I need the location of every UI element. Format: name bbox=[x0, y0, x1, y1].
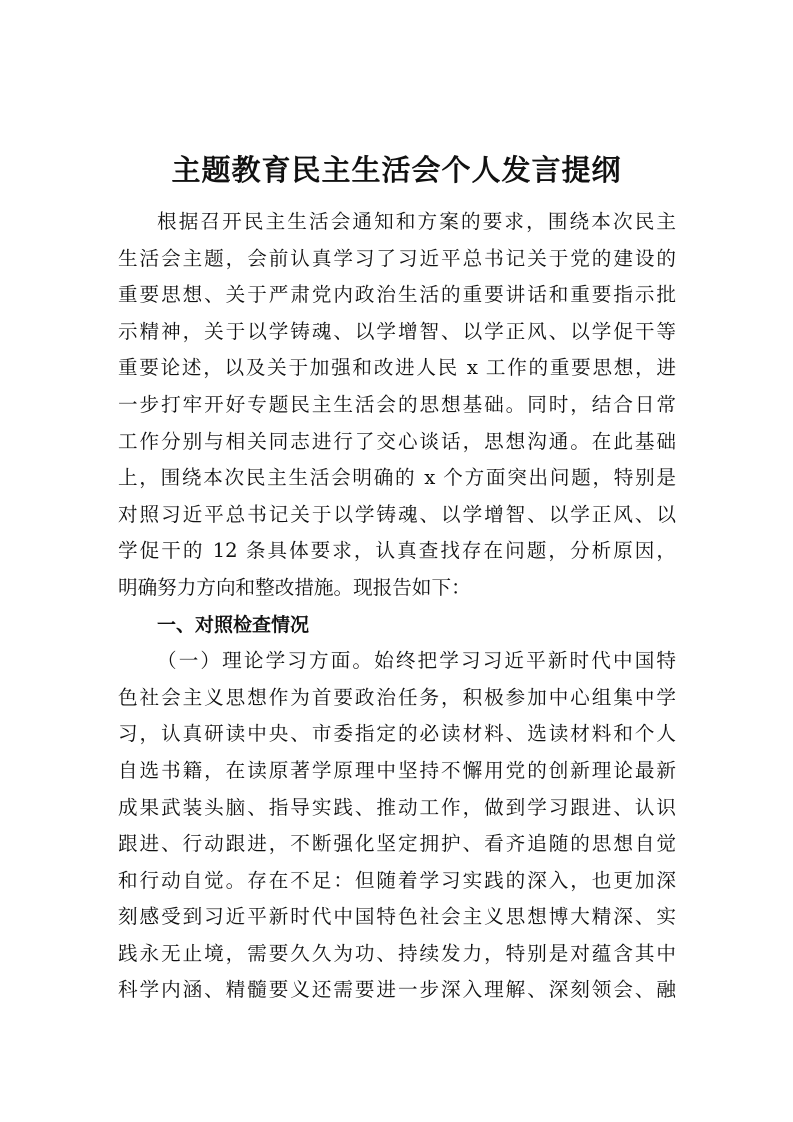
document-body bbox=[118, 204, 676, 1009]
intro-line: 对照习近平总书记关于以学铸魂、以学增智、以学正风、以 bbox=[118, 502, 676, 526]
section1-line: 跟进、行动跟进，不断强化坚定拥护、看齐追随的思想自觉 bbox=[118, 832, 676, 856]
intro-line: 学促干的 12 条具体要求，认真查找存在问题，分析原因， bbox=[118, 539, 676, 563]
intro-line: 一步打牢开好专题民主生活会的思想基础。同时，结合日常 bbox=[118, 392, 676, 416]
section1-line: 习，认真研读中央、市委指定的必读材料、选读材料和个人 bbox=[118, 722, 676, 746]
section1-line: 刻感受到习近平新时代中国特色社会主义思想博大精深、实 bbox=[118, 905, 676, 929]
intro-line: 根据召开民主生活会通知和方案的要求，围绕本次民主 bbox=[157, 210, 676, 233]
intro-line: 重要论述，以及关于加强和改进人民 x 工作的重要思想，进 bbox=[118, 356, 676, 380]
section1-line: 科学内涵、精髓要义还需要进一步深入理解、深刻领会、融 bbox=[118, 978, 676, 1002]
section1-line: 和行动自觉。存在不足：但随着学习实践的深入，也更加深 bbox=[118, 868, 676, 892]
section1-line: 色社会主义思想作为首要政治任务，积极参加中心组集中学 bbox=[118, 685, 676, 709]
document-title: 主题教育民主生活会个人发言提纲 bbox=[171, 153, 622, 187]
section1-line: 践永无止境，需要久久为功、持续发力，特别是对蕴含其中 bbox=[118, 941, 676, 965]
section1-line: 自选书籍，在读原著学原理中坚持不懈用党的创新理论最新 bbox=[118, 758, 676, 782]
section-heading: 一、对照检查情况 bbox=[157, 613, 310, 636]
intro-line: 工作分别与相关同志进行了交心谈话，思想沟通。在此基础 bbox=[118, 429, 676, 453]
intro-line: 明确努力方向和整改措施。现报告如下： bbox=[118, 575, 471, 599]
section1-line: 成果武装头脑、指导实践、推动工作，做到学习跟进、认识 bbox=[118, 795, 676, 819]
intro-line: 生活会主题，会前认真学习了习近平总书记关于党的建设的 bbox=[118, 246, 676, 270]
intro-line: 重要思想、关于严肃党内政治生活的重要讲话和重要指示批 bbox=[118, 283, 676, 307]
section1-line: （一）理论学习方面。始终把学习习近平新时代中国特 bbox=[157, 649, 676, 673]
intro-line: 示精神，关于以学铸魂、以学增智、以学正风、以学促干等 bbox=[118, 319, 676, 343]
intro-line: 上，围绕本次民主生活会明确的 x 个方面突出问题，特别是 bbox=[118, 466, 676, 490]
